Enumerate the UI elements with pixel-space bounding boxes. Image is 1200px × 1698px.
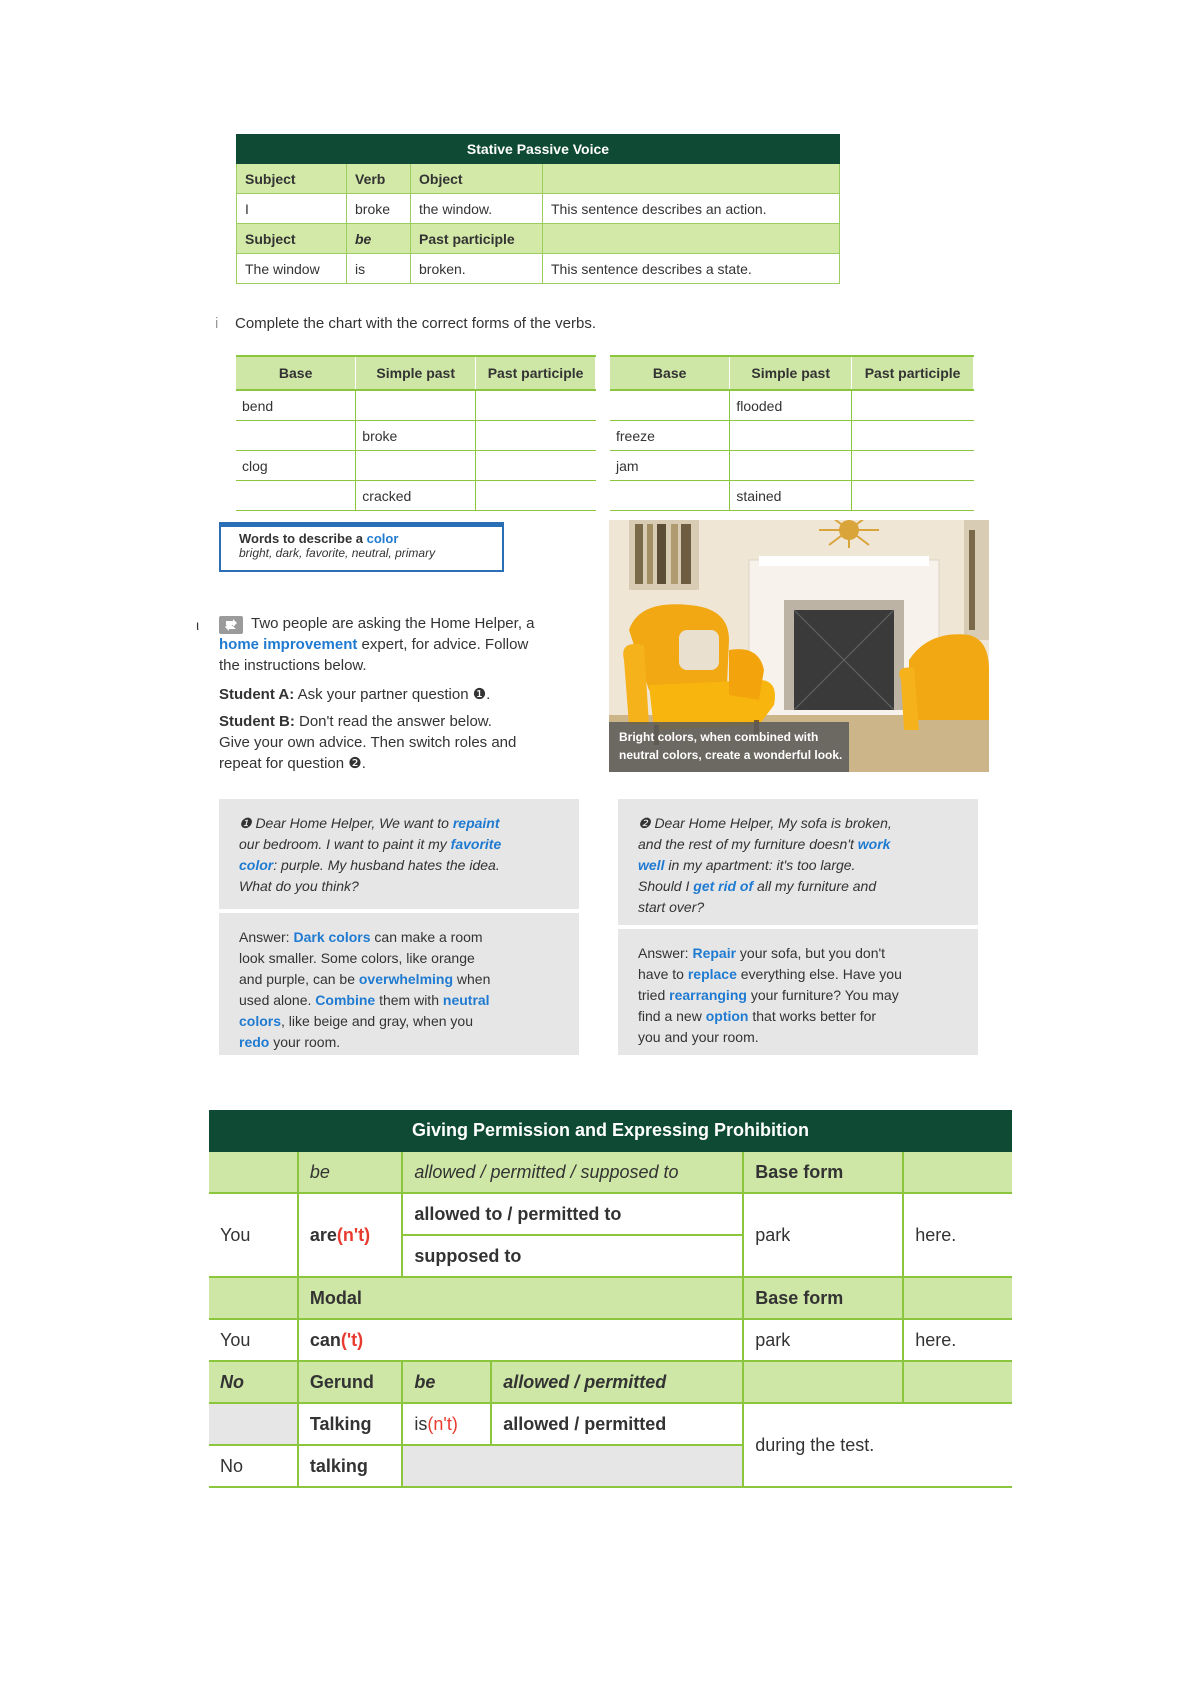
activity-line: Two people are asking the Home Helper, a (251, 615, 535, 632)
photo-caption (619, 728, 842, 764)
table-header: Base (610, 356, 730, 390)
table-title: Giving Permission and Expressing Prohibition (209, 1110, 1012, 1151)
exercise-marker: i (215, 315, 219, 332)
table-cell (356, 451, 476, 481)
table-cell (209, 1403, 298, 1445)
table-cell: park (743, 1319, 903, 1361)
table-cell (730, 421, 852, 451)
a-text: them with (375, 992, 443, 1008)
table-header: be (347, 224, 411, 254)
table-cell: allowed / permitted (491, 1403, 743, 1445)
modal: can (309, 1329, 341, 1350)
table-cell: broke (356, 421, 476, 451)
table-cell (852, 390, 974, 421)
table-cell: clog (236, 451, 356, 481)
table-header: Subject (237, 224, 347, 254)
a-text: your sofa, but you don't (736, 945, 886, 961)
activity-marker: ι (196, 617, 200, 633)
keyword: work (857, 836, 891, 852)
table-cell (298, 1193, 403, 1277)
keyword: repaint (452, 815, 500, 831)
table-cell (476, 421, 596, 451)
q-text: ❶ Dear Home Helper, We want to (239, 815, 453, 831)
answer-2-box (618, 929, 978, 1055)
q-text: and the rest of my furniture doesn't (638, 836, 858, 852)
verb-be: is (414, 1413, 428, 1434)
table-cell: freeze (610, 421, 730, 451)
table-header: Simple past (356, 356, 476, 390)
table-header: Subject (237, 164, 347, 194)
keyword: rearranging (669, 987, 747, 1003)
table-cell: broken. (411, 254, 543, 284)
q-text: our bedroom. I want to paint it my (239, 836, 451, 852)
table-header (209, 1151, 298, 1193)
activity-line: Give your own advice. Then switch roles and (219, 734, 517, 751)
keyword: Repair (692, 945, 737, 961)
exercise-instruction: Complete the chart with the correct forms of the verbs. (235, 315, 596, 332)
table-header: Base form (743, 1277, 903, 1319)
a-text: Answer: (638, 945, 693, 961)
permission-prohibition-table (209, 1110, 1012, 1488)
table-cell (236, 481, 356, 511)
a-text: Answer: (239, 929, 294, 945)
living-room-photo (609, 520, 989, 772)
a-text: have to (638, 966, 688, 982)
table-header: No (209, 1361, 298, 1403)
a-text: your furniture? You may (746, 987, 899, 1003)
table-cell (610, 481, 730, 511)
a-text: can make a room (370, 929, 483, 945)
table-header (543, 224, 840, 254)
table-cell (402, 1403, 491, 1445)
activity-text: expert, for advice. Follow (357, 636, 529, 653)
table-cell: This sentence describes an action. (543, 194, 840, 224)
stative-passive-table (236, 134, 840, 284)
table-cell (610, 390, 730, 421)
keyword: replace (687, 966, 737, 982)
q-text: start over? (638, 899, 705, 915)
keyword: favorite (450, 836, 502, 852)
keyword: Dark colors (293, 929, 371, 945)
negation: (n't) (427, 1413, 458, 1434)
table-header (743, 1361, 903, 1403)
table-header: Past participle (411, 224, 543, 254)
table-cell: flooded (730, 390, 852, 421)
table-cell: Talking (298, 1403, 403, 1445)
q-text: in my apartment: it's too large. (664, 857, 856, 873)
table-header: Past participle (852, 356, 974, 390)
a-text: look smaller. Some colors, like orange (239, 950, 475, 966)
verb-table-left (236, 355, 596, 511)
table-cell (852, 481, 974, 511)
table-cell: allowed to / permitted to (402, 1193, 743, 1235)
table-cell: No (209, 1445, 298, 1487)
table-header: Gerund (298, 1361, 403, 1403)
a-text: , like beige and gray, when you (281, 1013, 473, 1029)
keyword: get rid of (693, 878, 754, 894)
a-text: that works better for (748, 1008, 877, 1024)
activity-line: repeat for question ❷. (219, 755, 366, 772)
q-text: all my furniture and (753, 878, 877, 894)
student-b-text: Don't read the answer below. (294, 713, 492, 730)
table-header: Base (236, 356, 356, 390)
table-cell (730, 451, 852, 481)
table-header: allowed / permitted (491, 1361, 743, 1403)
table-header (903, 1361, 1012, 1403)
table-cell (476, 390, 596, 421)
table-cell: I (237, 194, 347, 224)
table-cell (402, 1445, 743, 1487)
keyword: color (239, 857, 274, 873)
keyword: option (705, 1008, 749, 1024)
student-a-label: Student A: (219, 686, 295, 703)
keyword: neutral (442, 992, 490, 1008)
table-header: Modal (298, 1277, 743, 1319)
table-header: Simple past (730, 356, 852, 390)
keyword: colors (239, 1013, 282, 1029)
table-header: be (298, 1151, 403, 1193)
a-text: your room. (269, 1034, 341, 1050)
vocab-title-keyword: color (366, 531, 399, 546)
table-cell (356, 390, 476, 421)
q-text: Should I (638, 878, 694, 894)
table-cell (476, 481, 596, 511)
q-text: What do you think? (239, 878, 359, 894)
q-text: ❷ Dear Home Helper, My sofa is broken, (638, 815, 892, 831)
table-header: allowed / permitted / supposed to (402, 1151, 743, 1193)
table-cell: here. (903, 1319, 1012, 1361)
vocab-title: Words to describe a (239, 531, 367, 546)
a-text: you and your room. (638, 1029, 759, 1045)
table-cell (852, 451, 974, 481)
question-2-box (618, 799, 978, 925)
table-title: Stative Passive Voice (237, 135, 840, 164)
table-header (209, 1277, 298, 1319)
a-text: when (453, 971, 491, 987)
a-text: used alone. (239, 992, 316, 1008)
verb-table-right (610, 355, 974, 511)
photo-caption-line: Bright colors, when combined with (619, 730, 819, 744)
vocab-list: bright, dark, favorite, neutral, primary (239, 546, 436, 560)
keyword: home improvement (219, 636, 358, 653)
a-text: everything else. Have you (736, 966, 902, 982)
table-cell (298, 1319, 743, 1361)
a-text: find a new (638, 1008, 706, 1024)
table-header (903, 1151, 1012, 1193)
table-cell (476, 451, 596, 481)
keyword: overwhelming (358, 971, 454, 987)
table-cell: bend (236, 390, 356, 421)
table-cell: talking (298, 1445, 403, 1487)
table-header: Past participle (476, 356, 596, 390)
keyword: redo (239, 1034, 270, 1050)
keyword: Combine (315, 992, 376, 1008)
negation: ('t) (340, 1329, 364, 1350)
table-header: Object (411, 164, 543, 194)
table-cell (236, 421, 356, 451)
activity-line: the instructions below. (219, 657, 367, 674)
table-header: be (402, 1361, 491, 1403)
table-cell: is (347, 254, 411, 284)
question-1-box (219, 799, 579, 909)
table-cell: cracked (356, 481, 476, 511)
table-cell: park (743, 1193, 903, 1277)
answer-1-box (219, 913, 579, 1055)
table-cell: during the test. (743, 1403, 1012, 1487)
table-cell (852, 421, 974, 451)
table-cell: here. (903, 1193, 1012, 1277)
table-cell: You (209, 1319, 298, 1361)
table-cell: This sentence describes a state. (543, 254, 840, 284)
student-a-text: Ask your partner question ❶. (294, 686, 491, 703)
verb-be: are (309, 1224, 337, 1245)
vocabulary-box (219, 522, 504, 572)
table-cell: stained (730, 481, 852, 511)
table-header (543, 164, 840, 194)
table-cell: The window (237, 254, 347, 284)
table-cell: You (209, 1193, 298, 1277)
q-text: : purple. My husband hates the idea. (273, 857, 500, 873)
negation: (n't) (336, 1224, 371, 1245)
photo-caption-line: neutral colors, create a wonderful look. (619, 748, 843, 762)
student-b-label: Student B: (219, 713, 295, 730)
table-cell: jam (610, 451, 730, 481)
table-header: Verb (347, 164, 411, 194)
table-cell: supposed to (402, 1235, 743, 1277)
activity-intro (219, 613, 589, 774)
table-header: Base form (743, 1151, 903, 1193)
table-cell: the window. (411, 194, 543, 224)
table-header (903, 1277, 1012, 1319)
keyword: well (638, 857, 665, 873)
table-cell: broke (347, 194, 411, 224)
a-text: and purple, can be (239, 971, 359, 987)
a-text: tried (638, 987, 670, 1003)
